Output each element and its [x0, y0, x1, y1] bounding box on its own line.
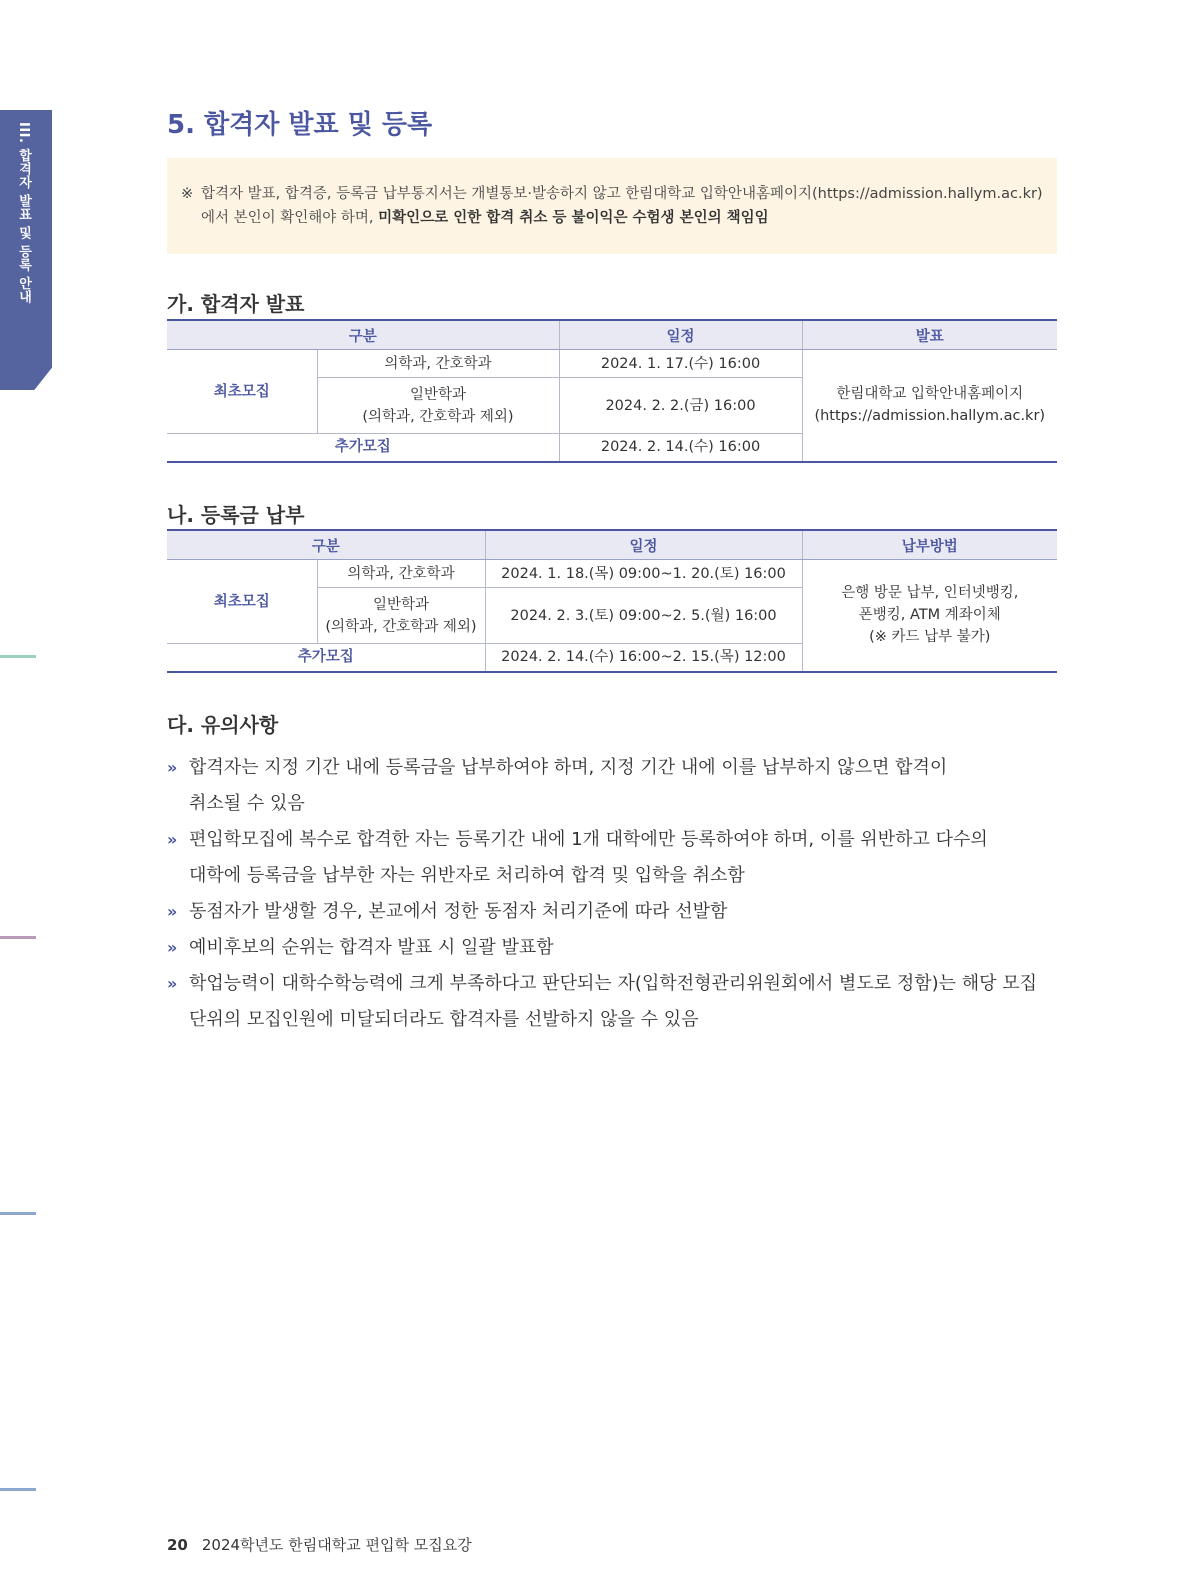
notice-line-2: [181, 206, 1043, 230]
payment-row2-date: 2024. 2. 3.(토) 09:00~2. 5.(월) 16:00: [485, 588, 802, 644]
payment-header-method: 납부방법: [802, 530, 1057, 560]
payment-first-round-label: 최초모집: [167, 560, 317, 644]
payment-additional-date: 2024. 2. 14.(수) 16:00~2. 15.(목) 12:00: [485, 644, 802, 672]
list-item-line: 학업능력이 대학수학능력에 크게 부족하다고 판단되는 자(입학전형관리위원회에서 별도로 정함)는 해당 모집: [189, 973, 1037, 994]
list-item-line: 대학에 등록금을 납부한 자는 위반자로 처리하여 합격 및 입학을 취소함: [189, 865, 745, 886]
announce-header-schedule: 일정: [559, 320, 802, 350]
payment-row1-date: 2024. 1. 18.(목) 09:00~1. 20.(토) 16:00: [485, 560, 802, 588]
page-footer: [167, 1534, 472, 1555]
payment-row2-dept-line2: (의학과, 간호학과 제외): [325, 618, 477, 635]
notice-box: [167, 158, 1057, 254]
page-number: 20: [167, 1536, 188, 1554]
announce-row2-date: 2024. 2. 2.(금) 16:00: [559, 378, 802, 434]
chevron-right-icon: »: [167, 974, 178, 993]
list-item-line: 단위의 모집인원에 미달되더라도 합격자를 선발하지 않을 수 있음: [189, 1009, 699, 1030]
notice-emphasis: 미확인으로 인한 합격 취소 등 불이익은 수험생 본인의 책임임: [378, 210, 769, 226]
announce-row2-dept: [317, 378, 559, 434]
announce-row2-dept-line2: (의학과, 간호학과 제외): [362, 408, 514, 425]
payment-row1-dept: 의학과, 간호학과: [317, 560, 485, 588]
announce-method-cell: [802, 350, 1057, 462]
payment-table: [167, 529, 1057, 673]
announce-additional-label: 추가모집: [167, 434, 559, 462]
announce-table: [167, 319, 1057, 463]
announce-first-round-label: 최초모집: [167, 350, 317, 434]
list-item: [167, 966, 1067, 1038]
chevron-right-icon: »: [167, 902, 178, 921]
margin-tick: [0, 936, 36, 939]
list-item-line: 취소될 수 있음: [189, 793, 305, 814]
payment-row2-dept-line1: 일반학과: [372, 596, 430, 613]
list-item-line: 합격자는 지정 기간 내에 등록금을 납부하여야 하며, 지정 기간 내에 이를 납부하지 않으면 합격이: [189, 757, 948, 778]
list-item-line: 편입학모집에 복수로 합격한 자는 등록기간 내에 1개 대학에만 등록하여야 하며, 이를 위반하고 다수의: [189, 829, 988, 850]
notes-list: [167, 750, 1067, 1038]
margin-tick: [0, 1212, 36, 1215]
payment-method-line3: (※ 카드 납부 불가): [869, 629, 991, 646]
list-item: [167, 930, 1067, 966]
payment-additional-label: 추가모집: [167, 644, 485, 672]
announce-row1-dept: 의학과, 간호학과: [317, 350, 559, 378]
announce-row2-dept-line1: 일반학과: [409, 386, 467, 403]
payment-row2-dept: [317, 588, 485, 644]
announce-row1-date: 2024. 1. 17.(수) 16:00: [559, 350, 802, 378]
page-title: 5. 합격자 발표 및 등록: [167, 110, 433, 140]
payment-method-cell: [802, 560, 1057, 672]
footer-doc-title: 2024학년도 한림대학교 편입학 모집요강: [201, 1536, 472, 1554]
payment-header-schedule: 일정: [485, 530, 802, 560]
payment-method-line2: 폰뱅킹, ATM 계좌이체: [858, 607, 1001, 624]
list-item: [167, 750, 1067, 822]
payment-header-division: 구분: [167, 530, 485, 560]
notice-mark: ※: [181, 186, 194, 202]
list-item: [167, 822, 1067, 894]
list-item-line: 동점자가 발생할 경우, 본교에서 정한 동점자 처리기준에 따라 선발함: [189, 901, 728, 922]
margin-tick: [0, 655, 36, 658]
announce-additional-date: 2024. 2. 14.(수) 16:00: [559, 434, 802, 462]
chevron-right-icon: »: [167, 830, 178, 849]
notice-text-1: 합격자 발표, 합격증, 등록금 납부통지서는 개별통보·발송하지 않고 한림대학교 입학안내홈페이지(https://admission.hallym.ac.kr): [201, 186, 1043, 202]
chevron-right-icon: »: [167, 758, 178, 777]
list-item: [167, 894, 1067, 930]
chevron-right-icon: »: [167, 938, 178, 957]
payment-method-line1: 은행 방문 납부, 인터넷뱅킹,: [841, 585, 1019, 602]
announce-heading: 가. 합격자 발표: [167, 292, 305, 316]
margin-tick: [0, 1488, 36, 1491]
list-item-line: 예비후보의 순위는 합격자 발표 시 일괄 발표함: [189, 937, 554, 958]
announce-method-line1: 한림대학교 입학안내홈페이지: [836, 386, 1024, 403]
payment-heading: 나. 등록금 납부: [167, 503, 305, 527]
sidebar-section-label: III. 합격자 발표 및 등록 안내: [16, 122, 31, 304]
notice-text-2: 에서 본인이 확인해야 하며,: [201, 210, 379, 226]
notes-heading: 다. 유의사항: [167, 713, 279, 737]
announce-method-line2: (https://admission.hallym.ac.kr): [814, 408, 1046, 425]
notice-line-1: [181, 182, 1043, 206]
announce-header-announce: 발표: [802, 320, 1057, 350]
announce-header-division: 구분: [167, 320, 559, 350]
